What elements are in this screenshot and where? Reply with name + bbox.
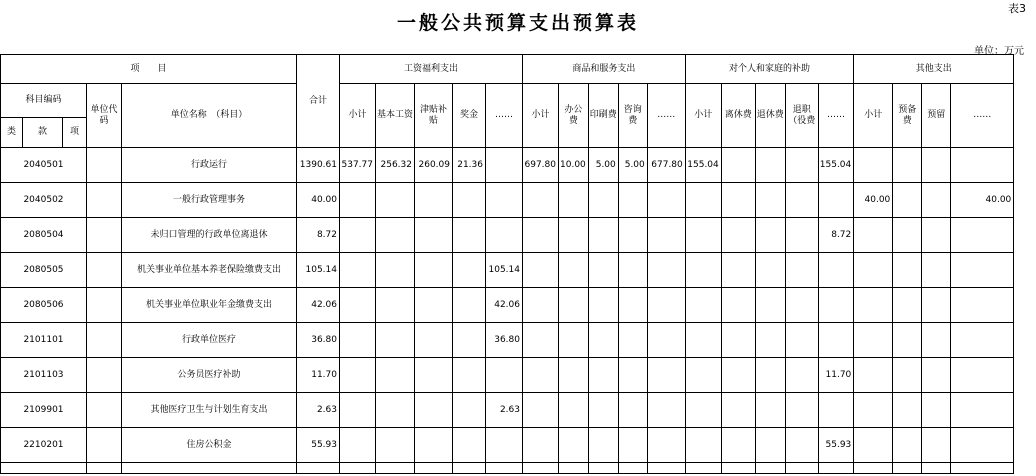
amount-cell — [854, 358, 893, 393]
amount-cell — [854, 463, 893, 474]
table-row — [1, 323, 1014, 358]
header-lei: 类 — [1, 118, 23, 148]
header-salary-col: 奖金 — [453, 84, 486, 148]
amount-cell — [854, 393, 893, 428]
amount-cell — [721, 183, 755, 218]
amount-cell: 40.00 — [297, 183, 340, 218]
amount-cell — [854, 148, 893, 183]
header-group-family: 对个人和家庭的补助 — [685, 55, 854, 84]
subject-code-cell: 2080505 — [1, 253, 87, 288]
header-goods-col: 印刷费 — [588, 84, 618, 148]
unit-code-cell — [87, 183, 122, 218]
sheet-number: 表3 — [1008, 2, 1026, 15]
amount-cell — [893, 393, 922, 428]
amount-cell — [647, 183, 685, 218]
amount-cell — [376, 183, 415, 218]
amount-cell — [893, 148, 922, 183]
amount-cell — [415, 218, 453, 253]
amount-cell — [523, 393, 559, 428]
amount-cell — [559, 358, 589, 393]
amount-cell — [618, 358, 647, 393]
unit-name-cell: 行政单位医疗 — [122, 323, 297, 358]
unit-name-cell: 其他医疗卫生与计划生育支出 — [122, 393, 297, 428]
amount-cell: 55.93 — [818, 428, 854, 463]
amount-cell — [922, 393, 951, 428]
amount-cell — [453, 463, 486, 474]
header-goods-col: …… — [647, 84, 685, 148]
amount-cell: 40.00 — [951, 183, 1014, 218]
unit-label: 单位：万元 — [974, 46, 1024, 57]
budget-table — [0, 54, 1014, 474]
unit-code-cell — [87, 288, 122, 323]
amount-cell — [922, 428, 951, 463]
amount-cell — [588, 323, 618, 358]
amount-cell — [755, 358, 785, 393]
amount-cell — [818, 288, 854, 323]
amount-cell — [453, 428, 486, 463]
amount-cell — [685, 358, 721, 393]
page-title: 一般公共预算支出预算表 — [396, 12, 639, 34]
amount-cell — [486, 148, 523, 183]
amount-cell — [415, 288, 453, 323]
amount-cell — [647, 288, 685, 323]
amount-cell — [721, 463, 755, 474]
amount-cell — [685, 463, 721, 474]
amount-cell — [755, 393, 785, 428]
amount-cell: 40.00 — [854, 183, 893, 218]
amount-cell — [685, 253, 721, 288]
amount-cell — [340, 183, 376, 218]
header-salary-col: …… — [486, 84, 523, 148]
unit-code-cell — [87, 393, 122, 428]
header-goods-col: 咨询费 — [618, 84, 647, 148]
amount-cell — [415, 463, 453, 474]
table-row — [1, 393, 1014, 428]
amount-cell — [415, 323, 453, 358]
amount-cell — [755, 323, 785, 358]
amount-cell — [486, 358, 523, 393]
unit-name-cell: 公务员医疗补助 — [122, 358, 297, 393]
amount-cell — [559, 393, 589, 428]
amount-cell — [854, 428, 893, 463]
amount-cell — [922, 463, 951, 474]
amount-cell — [922, 183, 951, 218]
amount-cell — [685, 288, 721, 323]
amount-cell — [922, 358, 951, 393]
header-family-col: 离休费 — [721, 84, 755, 148]
amount-cell — [721, 358, 755, 393]
unit-name-cell: 未归口管理的行政单位离退休 — [122, 218, 297, 253]
amount-cell — [785, 358, 818, 393]
amount-cell: 36.80 — [297, 323, 340, 358]
amount-cell — [297, 463, 340, 474]
amount-cell — [755, 463, 785, 474]
amount-cell — [453, 393, 486, 428]
amount-cell — [922, 148, 951, 183]
amount-cell — [523, 323, 559, 358]
amount-cell: 10.00 — [559, 148, 589, 183]
amount-cell — [376, 428, 415, 463]
amount-cell — [647, 463, 685, 474]
header-family-col: 小计 — [685, 84, 721, 148]
amount-cell — [854, 288, 893, 323]
amount-cell — [340, 323, 376, 358]
unit-code-cell — [87, 218, 122, 253]
amount-cell: 260.09 — [415, 148, 453, 183]
amount-cell: 2.63 — [486, 393, 523, 428]
amount-cell — [523, 288, 559, 323]
amount-cell — [893, 253, 922, 288]
amount-cell — [951, 428, 1014, 463]
amount-cell — [340, 358, 376, 393]
amount-cell — [340, 463, 376, 474]
amount-cell — [951, 253, 1014, 288]
amount-cell: 11.70 — [297, 358, 340, 393]
table-row — [1, 253, 1014, 288]
amount-cell — [893, 428, 922, 463]
amount-cell — [588, 218, 618, 253]
amount-cell — [755, 183, 785, 218]
header-group-other: 其他支出 — [854, 55, 1014, 84]
amount-cell — [376, 323, 415, 358]
unit-name-cell: 机关事业单位职业年金缴费支出 — [122, 288, 297, 323]
amount-cell — [721, 428, 755, 463]
amount-cell: 677.80 — [647, 148, 685, 183]
amount-cell: 155.04 — [818, 148, 854, 183]
amount-cell — [87, 463, 122, 474]
amount-cell — [785, 428, 818, 463]
amount-cell — [588, 253, 618, 288]
amount-cell — [559, 428, 589, 463]
header-subject-code: 科目编码 — [1, 84, 87, 118]
amount-cell — [785, 323, 818, 358]
amount-cell: 5.00 — [588, 148, 618, 183]
amount-cell — [559, 288, 589, 323]
amount-cell — [818, 323, 854, 358]
amount-cell — [559, 463, 589, 474]
header-group-salary: 工资福利支出 — [340, 55, 523, 84]
amount-cell — [893, 218, 922, 253]
amount-cell: 8.72 — [297, 218, 340, 253]
amount-cell — [721, 288, 755, 323]
amount-cell — [951, 393, 1014, 428]
subject-code-cell — [1, 463, 87, 474]
amount-cell: 2.63 — [297, 393, 340, 428]
amount-cell — [647, 358, 685, 393]
amount-cell — [785, 393, 818, 428]
amount-cell — [523, 218, 559, 253]
amount-cell — [893, 183, 922, 218]
amount-cell: 155.04 — [685, 148, 721, 183]
subject-code-cell: 2109901 — [1, 393, 87, 428]
amount-cell: 55.93 — [297, 428, 340, 463]
unit-name-cell: 行政运行 — [122, 148, 297, 183]
unit-name-cell: 住房公积金 — [122, 428, 297, 463]
amount-cell — [588, 183, 618, 218]
subject-code-cell: 2040501 — [1, 148, 87, 183]
amount-cell — [523, 358, 559, 393]
unit-code-cell — [87, 253, 122, 288]
amount-cell — [559, 253, 589, 288]
amount-cell — [523, 253, 559, 288]
amount-cell — [785, 463, 818, 474]
amount-cell — [785, 288, 818, 323]
amount-cell — [415, 358, 453, 393]
header-goods-col: 办公费 — [559, 84, 589, 148]
amount-cell: 42.06 — [297, 288, 340, 323]
amount-cell — [618, 218, 647, 253]
amount-cell — [922, 288, 951, 323]
amount-cell — [453, 183, 486, 218]
amount-cell — [340, 393, 376, 428]
amount-cell — [415, 428, 453, 463]
amount-cell: 21.36 — [453, 148, 486, 183]
amount-cell — [721, 393, 755, 428]
amount-cell — [854, 218, 893, 253]
amount-cell — [453, 218, 486, 253]
table-row — [1, 148, 1014, 183]
subject-code-cell: 2080506 — [1, 288, 87, 323]
amount-cell — [415, 253, 453, 288]
amount-cell — [818, 463, 854, 474]
unit-code-cell — [87, 428, 122, 463]
amount-cell — [376, 463, 415, 474]
amount-cell — [755, 253, 785, 288]
amount-cell — [785, 218, 818, 253]
amount-cell — [559, 323, 589, 358]
amount-cell — [453, 253, 486, 288]
amount-cell — [721, 148, 755, 183]
amount-cell — [893, 463, 922, 474]
amount-cell — [755, 148, 785, 183]
table-row — [1, 183, 1014, 218]
amount-cell — [893, 323, 922, 358]
amount-cell — [376, 393, 415, 428]
amount-cell — [486, 463, 523, 474]
amount-cell — [559, 183, 589, 218]
amount-cell — [951, 148, 1014, 183]
amount-cell — [486, 218, 523, 253]
amount-cell — [618, 463, 647, 474]
amount-cell — [618, 393, 647, 428]
table-row — [1, 288, 1014, 323]
amount-cell — [721, 218, 755, 253]
amount-cell — [785, 253, 818, 288]
amount-cell — [647, 253, 685, 288]
amount-cell — [755, 218, 785, 253]
header-salary-col: 津贴补贴 — [415, 84, 453, 148]
amount-cell — [588, 358, 618, 393]
amount-cell: 42.06 — [486, 288, 523, 323]
table-row — [1, 428, 1014, 463]
amount-cell — [618, 183, 647, 218]
amount-cell — [922, 218, 951, 253]
amount-cell: 105.14 — [486, 253, 523, 288]
amount-cell — [376, 358, 415, 393]
header-group-goods: 商品和服务支出 — [523, 55, 686, 84]
amount-cell: 36.80 — [486, 323, 523, 358]
amount-cell — [376, 253, 415, 288]
amount-cell — [453, 288, 486, 323]
amount-cell — [340, 428, 376, 463]
amount-cell — [893, 358, 922, 393]
amount-cell — [685, 393, 721, 428]
amount-cell — [588, 288, 618, 323]
amount-cell — [376, 218, 415, 253]
amount-cell: 5.00 — [618, 148, 647, 183]
header-family-col: …… — [818, 84, 854, 148]
amount-cell — [785, 183, 818, 218]
subject-code-cell: 2101103 — [1, 358, 87, 393]
header-item: 项 目 — [1, 55, 297, 84]
amount-cell — [854, 323, 893, 358]
header-other-col: …… — [951, 84, 1014, 148]
amount-cell — [922, 323, 951, 358]
amount-cell: 697.80 — [523, 148, 559, 183]
amount-cell — [523, 183, 559, 218]
amount-cell — [951, 463, 1014, 474]
amount-cell — [453, 358, 486, 393]
amount-cell — [376, 288, 415, 323]
amount-cell — [755, 428, 785, 463]
amount-cell — [893, 288, 922, 323]
amount-cell: 11.70 — [818, 358, 854, 393]
unit-name-cell: 一般行政管理事务 — [122, 183, 297, 218]
amount-cell — [453, 323, 486, 358]
amount-cell — [951, 218, 1014, 253]
amount-cell — [618, 288, 647, 323]
amount-cell — [685, 183, 721, 218]
table-row — [1, 463, 1014, 474]
header-salary-col: 小计 — [340, 84, 376, 148]
table-row — [1, 218, 1014, 253]
amount-cell — [685, 428, 721, 463]
amount-cell — [588, 393, 618, 428]
amount-cell — [618, 253, 647, 288]
amount-cell — [618, 323, 647, 358]
amount-cell — [588, 428, 618, 463]
amount-cell — [588, 463, 618, 474]
header-kuan: 款 — [23, 118, 63, 148]
header-goods-col: 小计 — [523, 84, 559, 148]
amount-cell — [721, 253, 755, 288]
amount-cell — [818, 253, 854, 288]
amount-cell — [340, 253, 376, 288]
amount-cell — [415, 183, 453, 218]
unit-code-cell — [87, 358, 122, 393]
amount-cell — [523, 463, 559, 474]
amount-cell: 8.72 — [818, 218, 854, 253]
amount-cell — [785, 148, 818, 183]
amount-cell — [951, 323, 1014, 358]
subject-code-cell: 2080504 — [1, 218, 87, 253]
header-salary-col: 基本工资 — [376, 84, 415, 148]
amount-cell — [415, 393, 453, 428]
amount-cell: 256.32 — [376, 148, 415, 183]
amount-cell — [647, 393, 685, 428]
amount-cell — [122, 463, 297, 474]
header-family-col: 退职（役费 — [785, 84, 818, 148]
header-other-col: 预留 — [922, 84, 951, 148]
header-xiang: 项 — [63, 118, 87, 148]
amount-cell — [647, 323, 685, 358]
amount-cell — [559, 218, 589, 253]
table-row — [1, 358, 1014, 393]
unit-code-cell — [87, 148, 122, 183]
header-unit-name: 单位名称 （科目） — [122, 84, 297, 148]
amount-cell — [486, 183, 523, 218]
amount-cell — [922, 253, 951, 288]
amount-cell — [647, 428, 685, 463]
amount-cell — [486, 428, 523, 463]
header-family-col: 退休费 — [755, 84, 785, 148]
amount-cell — [618, 428, 647, 463]
amount-cell: 537.77 — [340, 148, 376, 183]
unit-name-cell: 机关事业单位基本养老保险缴费支出 — [122, 253, 297, 288]
amount-cell — [340, 288, 376, 323]
amount-cell — [523, 428, 559, 463]
amount-cell — [755, 288, 785, 323]
header-other-col: 预备费 — [893, 84, 922, 148]
amount-cell — [951, 358, 1014, 393]
amount-cell — [721, 323, 755, 358]
header-unit-code: 单位代码 — [87, 84, 122, 148]
amount-cell — [818, 393, 854, 428]
subject-code-cell: 2101101 — [1, 323, 87, 358]
unit-code-cell — [87, 323, 122, 358]
subject-code-cell: 2040502 — [1, 183, 87, 218]
header-other-col: 小计 — [854, 84, 893, 148]
header-total: 合计 — [297, 55, 340, 148]
subject-code-cell: 2210201 — [1, 428, 87, 463]
amount-cell — [818, 183, 854, 218]
amount-cell — [685, 218, 721, 253]
amount-cell: 105.14 — [297, 253, 340, 288]
amount-cell — [340, 218, 376, 253]
amount-cell — [951, 288, 1014, 323]
amount-cell — [854, 253, 893, 288]
amount-cell — [647, 218, 685, 253]
amount-cell: 1390.61 — [297, 148, 340, 183]
amount-cell — [685, 323, 721, 358]
